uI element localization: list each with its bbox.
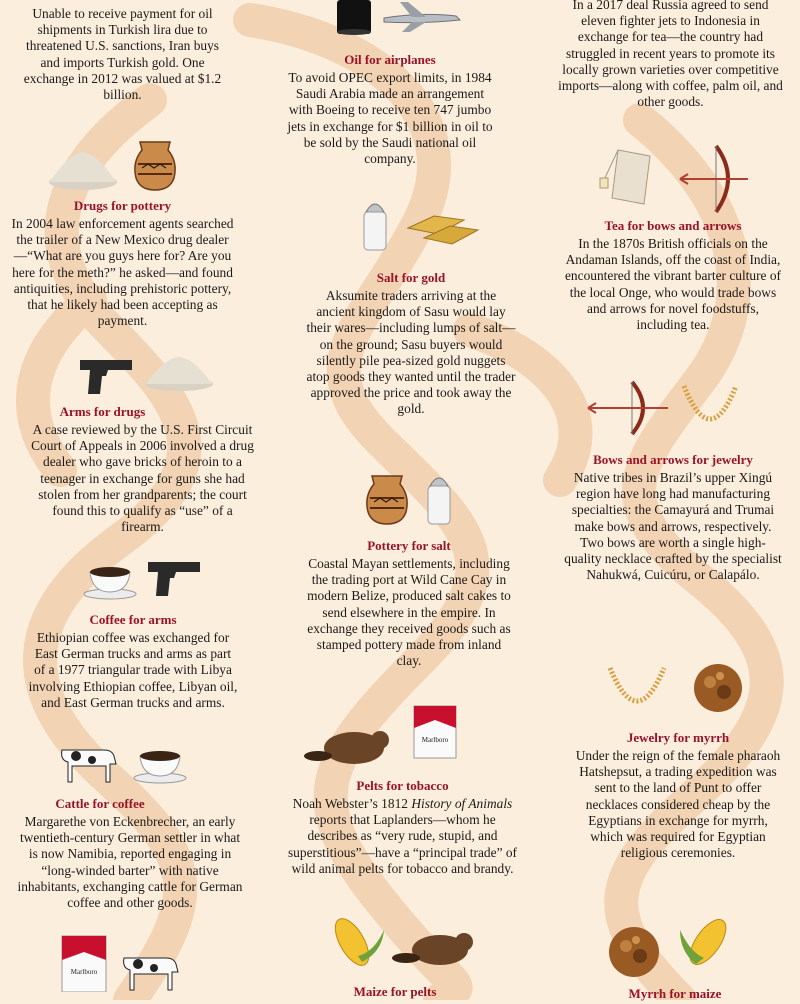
- body-post: reports that Laplanders—whom he describes as “very rude, stupid, and superstitious”—have a “principal trade” of wild animal pelts for tobacco and brandy.: [287, 812, 518, 876]
- brand-label: Marlboro: [421, 736, 449, 744]
- entry-title: Coffee for arms: [89, 612, 177, 627]
- entry-body: In the 1870s British officials on the Andaman Islands, off the coast of India, encountered the vibrant barter culture of the local Onge, who would trade bows and arrows for novel foodstuffs, including tea.: [564, 236, 781, 333]
- coffee-cup-icon: [82, 560, 138, 600]
- gold-bars-icon: [404, 206, 480, 246]
- entry-body: To avoid OPEC export limits, in 1984 Saudi Arabia made an arrangement with Boeing to receive ten 747 jumbo jets in exchange for $1 billion in oil to be sold by the Saudi national oil company.: [287, 70, 493, 167]
- entry-title: Arms for drugs: [59, 404, 146, 419]
- coffee-cup-icon: [132, 744, 188, 784]
- entry-tea-for-bows-and-arrows: [562, 218, 784, 333]
- entry-body: Unable to receive payment for oil shipments in Turkish lira due to threatened U.S. sanctions, Iran buys and imports Turkish gold. One exchange in 2012 was valued at $1.2 billion.: [23, 6, 222, 103]
- entry-bows-for-jewelry: [562, 452, 784, 583]
- necklace-icon: [678, 378, 742, 438]
- bow-and-arrow-icon: [678, 144, 750, 214]
- entry-oil-for-airplanes: [285, 52, 495, 167]
- entry-arms-for-drugs: [30, 404, 255, 535]
- body-pre: Noah Webster’s 1812: [292, 796, 412, 811]
- beaver-icon: [392, 924, 482, 970]
- entry-salt-for-gold: [306, 270, 516, 418]
- entry-myrrh-for-maize: [580, 986, 770, 1004]
- myrrh-resin-icon: [690, 660, 746, 716]
- entry-title: Maize for pelts: [353, 984, 437, 999]
- oil-barrel-icon: [335, 0, 373, 36]
- powder-pile-icon: [144, 354, 214, 392]
- entry-body: Ethiopian coffee was exchanged for East German trucks and arms as part of a 1977 triangular trade with Libya involving Ethiopian coffee, Libyan oil, and East German trucks and arms.: [28, 630, 238, 710]
- entry-body: Margarethe von Eckenbrecher, an early twentieth-century German settler in what is now Namibia, reported engaging in “long-winded barter” with native inhabitants, exchanging cattle for German coffee and other goods.: [17, 814, 243, 911]
- entry-title: Pelts for tobacco: [356, 778, 449, 793]
- entry-title: Bows and arrows for jewelry: [593, 452, 753, 467]
- entry-body: Coastal Mayan settlements, including the trading port at Wild Cane Cay in modern Belize, produced salt cakes to send elsewhere in the empire. In exchange they received goods such as stamped pottery made from inland clay.: [307, 556, 511, 669]
- entry-title: Tea for bows and arrows: [604, 218, 742, 233]
- handgun-icon: [146, 558, 202, 598]
- cow-icon: [118, 948, 180, 994]
- entry-body: Aksumite traders arriving at the ancient kingdom of Sasu would lay their wares—including lumps of salt—on the ground; Sasu buyers would silently pile pea-sized gold nuggets atop goods they wanted until the trader approved the price and took away the gold.: [306, 288, 516, 417]
- corn-icon: [676, 912, 742, 976]
- entry-body: Native tribes in Brazil’s upper Xingú region have long had manufacturing specialties: the Camayurá and Trumai make bows and arrows, respectively. Two bows are worth a single high-quality necklace crafted by the specialist Nahukwá, Cuicúru, or Calapálo.: [564, 470, 782, 583]
- entry-body: [285, 796, 520, 877]
- entry-jewelry-for-myrrh: [574, 730, 782, 861]
- handgun-icon: [78, 356, 134, 396]
- salt-shaker-icon: [360, 196, 390, 254]
- entry-title: Pottery for salt: [367, 538, 451, 553]
- entry-body: In 2004 law enforcement agents searched the trailer of a New Mexico drug dealer—“What are you guys here for? Are you here for the meth?” he asked—and found antiquities, including prehistoric pottery, that he likely had been accepting as payment.: [11, 216, 234, 329]
- entry-maize-for-pelts: [300, 984, 490, 1002]
- cigarette-pack-icon: [60, 930, 108, 992]
- cow-icon: [56, 740, 118, 786]
- entry-jets-for-tea: [558, 0, 783, 110]
- pottery-vase-icon: [130, 138, 180, 192]
- entry-body: A case reviewed by the U.S. First Circuit Court of Appeals in 2006 involved a drug dealer who gave bricks of heroin to a teenager in exchange for guns she had stolen from her grandparents; the court found this to qualify as “use” of a firearm.: [31, 422, 254, 535]
- entry-title: Oil for airplanes: [344, 52, 436, 67]
- corn-icon: [322, 912, 388, 976]
- airplane-icon: [382, 0, 462, 34]
- book-title: History of Animals: [411, 796, 513, 811]
- entry-title: Salt for gold: [376, 270, 446, 285]
- entry-body: In a 2017 deal Russia agreed to send eleven fighter jets to Indonesia in exchange for tea—the country had struggled in recent years to promote its locally grown varieties over competitive imports—along with coffee, palm oil, and other goods.: [558, 0, 783, 110]
- brand-label: Marlboro: [70, 968, 98, 976]
- entry-title: Cattle for coffee: [55, 796, 145, 811]
- entry-cattle-for-coffee: [16, 796, 244, 911]
- cigarette-pack-icon: [412, 700, 458, 760]
- entry-coffee-for-arms: [28, 612, 238, 711]
- entry-title: Drugs for pottery: [73, 198, 172, 213]
- bow-and-arrow-icon: [586, 380, 670, 436]
- pottery-vase-icon: [362, 472, 412, 526]
- entry-title: Myrrh for maize: [628, 986, 722, 1001]
- necklace-icon: [604, 660, 670, 720]
- tea-bag-icon: [598, 146, 658, 206]
- entry-gold-for-oil: [20, 6, 225, 103]
- powder-pile-icon: [48, 148, 118, 190]
- entry-title: Jewelry for myrrh: [626, 730, 730, 745]
- myrrh-resin-icon: [604, 924, 664, 980]
- salt-shaker-icon: [424, 470, 454, 528]
- entry-body: Under the reign of the female pharaoh Hatshepsut, a trading expedition was sent to the land of Punt to offer necklaces considered cheap by the Egyptians in exchange for myrrh, which was required for Egyptian religious ceremonies.: [575, 748, 781, 861]
- entry-drugs-for-pottery: [10, 198, 235, 329]
- beaver-icon: [304, 720, 400, 768]
- entry-pelts-for-tobacco: [285, 778, 520, 877]
- entry-pottery-for-salt: [304, 538, 514, 669]
